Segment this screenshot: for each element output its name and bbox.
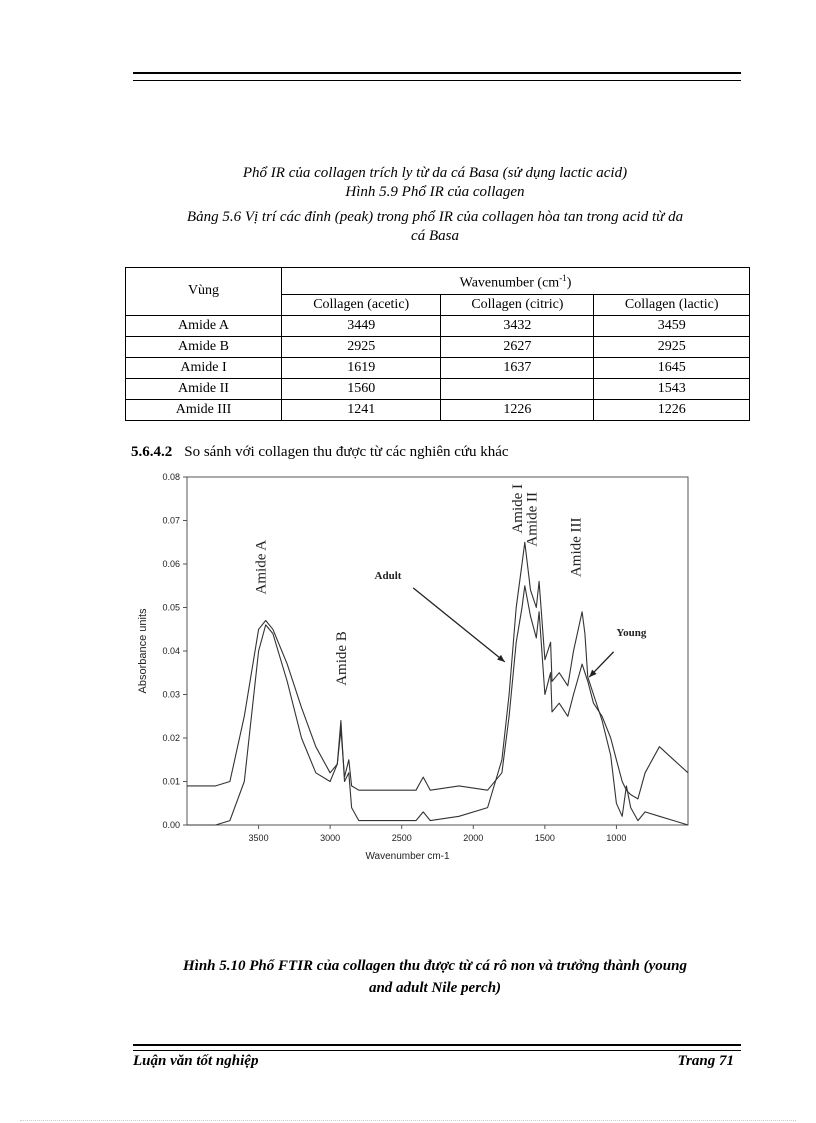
table-5-6-caption: [120, 208, 750, 246]
section-title: So sánh với collagen thu được từ các nghiên cứu khác: [184, 444, 509, 460]
fig59-line1: Phổ IR của collagen trích ly từ da cá Basa (sử dụng lactic acid): [242, 165, 628, 181]
section-number: 5.6.4.2: [131, 444, 173, 460]
value-cell: 1560: [282, 378, 441, 399]
header-rule: [133, 72, 741, 81]
amide-i-label: Amide I: [509, 483, 526, 534]
y-tick-label: 0.01: [162, 776, 180, 787]
y-tick-label: 0.03: [162, 689, 180, 700]
value-cell: 3449: [282, 315, 441, 336]
region-header: Vùng: [126, 268, 282, 316]
section-heading: [131, 444, 509, 461]
x-tick-label: 1000: [606, 833, 627, 843]
value-cell: 1226: [441, 399, 594, 420]
y-tick-label: 0.06: [162, 559, 180, 569]
ftir-spectrum-chart: [120, 465, 700, 875]
value-cell: 2925: [594, 336, 750, 357]
ir-peak-table: [125, 267, 750, 421]
value-cell: 3432: [441, 315, 594, 336]
y-tick-label: 0.07: [162, 515, 180, 526]
amide-b-label: Amide B: [333, 631, 350, 686]
value-cell: 1619: [282, 357, 441, 378]
series-line-young: [187, 586, 688, 799]
footer-right: Trang 71: [677, 1053, 734, 1069]
region-cell: Amide I: [126, 357, 282, 378]
figure-5-10-caption: [120, 955, 750, 999]
fig59-line2: Hình 5.9 Phổ IR của collagen: [345, 184, 525, 200]
amide-ii-label: Amide II: [524, 492, 541, 547]
amide-iii-label: Amide III: [568, 517, 585, 578]
x-tick-label: 3500: [248, 833, 269, 843]
table-row: [126, 357, 750, 378]
table-row: [126, 399, 750, 420]
footer-left: Luận văn tốt nghiệp: [133, 1053, 259, 1069]
wavenumber-header: [282, 268, 750, 295]
value-cell: 1241: [282, 399, 441, 420]
x-tick-label: 2000: [463, 833, 484, 843]
x-tick-label: 1500: [534, 833, 555, 843]
footer-rule: [133, 1044, 741, 1051]
figure-5-9-caption: [120, 164, 750, 202]
y-tick-label: 0.05: [162, 602, 180, 613]
column-header: Collagen (lactic): [594, 294, 750, 315]
amide-a-label: Amide A: [253, 539, 270, 595]
region-cell: Amide II: [126, 378, 282, 399]
value-cell: 1226: [594, 399, 750, 420]
wavenumber-header-text: Wavenumber (cm: [459, 275, 560, 291]
page-edge-divider: [20, 1120, 796, 1121]
y-tick-label: 0.00: [162, 820, 180, 830]
column-header: Collagen (citric): [441, 294, 594, 315]
wavenumber-header-close: ): [566, 275, 572, 291]
y-tick-label: 0.04: [162, 646, 180, 656]
x-axis-label: Wavenumber cm-1: [365, 851, 450, 862]
region-cell: Amide III: [126, 399, 282, 420]
table-row: [126, 378, 750, 399]
y-tick-label: 0.08: [162, 472, 180, 482]
table56-line1: Bảng 5.6 Vị trí các đỉnh (peak) trong phổ IR của collagen hòa tan trong acid từ da: [186, 209, 684, 225]
fig510-line2: and adult Nile perch): [368, 980, 502, 996]
value-cell: 3459: [594, 315, 750, 336]
table-row: [126, 336, 750, 357]
column-header: Collagen (acetic): [282, 294, 441, 315]
x-tick-label: 3000: [320, 833, 341, 843]
y-axis-label: Absorbance units: [137, 608, 149, 694]
x-tick-label: 2500: [391, 833, 412, 843]
value-cell: 1645: [594, 357, 750, 378]
chart-axes: [137, 472, 688, 862]
value-cell: 2925: [282, 336, 441, 357]
region-cell: Amide B: [126, 336, 282, 357]
y-tick-label: 0.02: [162, 733, 180, 743]
young-label: Young: [616, 626, 647, 639]
table-header-row: [126, 268, 750, 295]
table-row: [126, 315, 750, 336]
value-cell: [441, 378, 594, 399]
fig510-line1: Hình 5.10 Phổ FTIR của collagen thu được từ cá rô non và trưởng thành (young: [183, 958, 687, 974]
value-cell: 1543: [594, 378, 750, 399]
table56-line2: cá Basa: [411, 228, 459, 244]
wavenumber-header-sup: -1: [559, 273, 567, 283]
value-cell: 1637: [441, 357, 594, 378]
adult-label: Adult: [374, 570, 402, 583]
chart-annotations: [254, 484, 647, 686]
adult-arrow-shaft: [413, 588, 505, 662]
region-cell: Amide A: [126, 315, 282, 336]
value-cell: 2627: [441, 336, 594, 357]
